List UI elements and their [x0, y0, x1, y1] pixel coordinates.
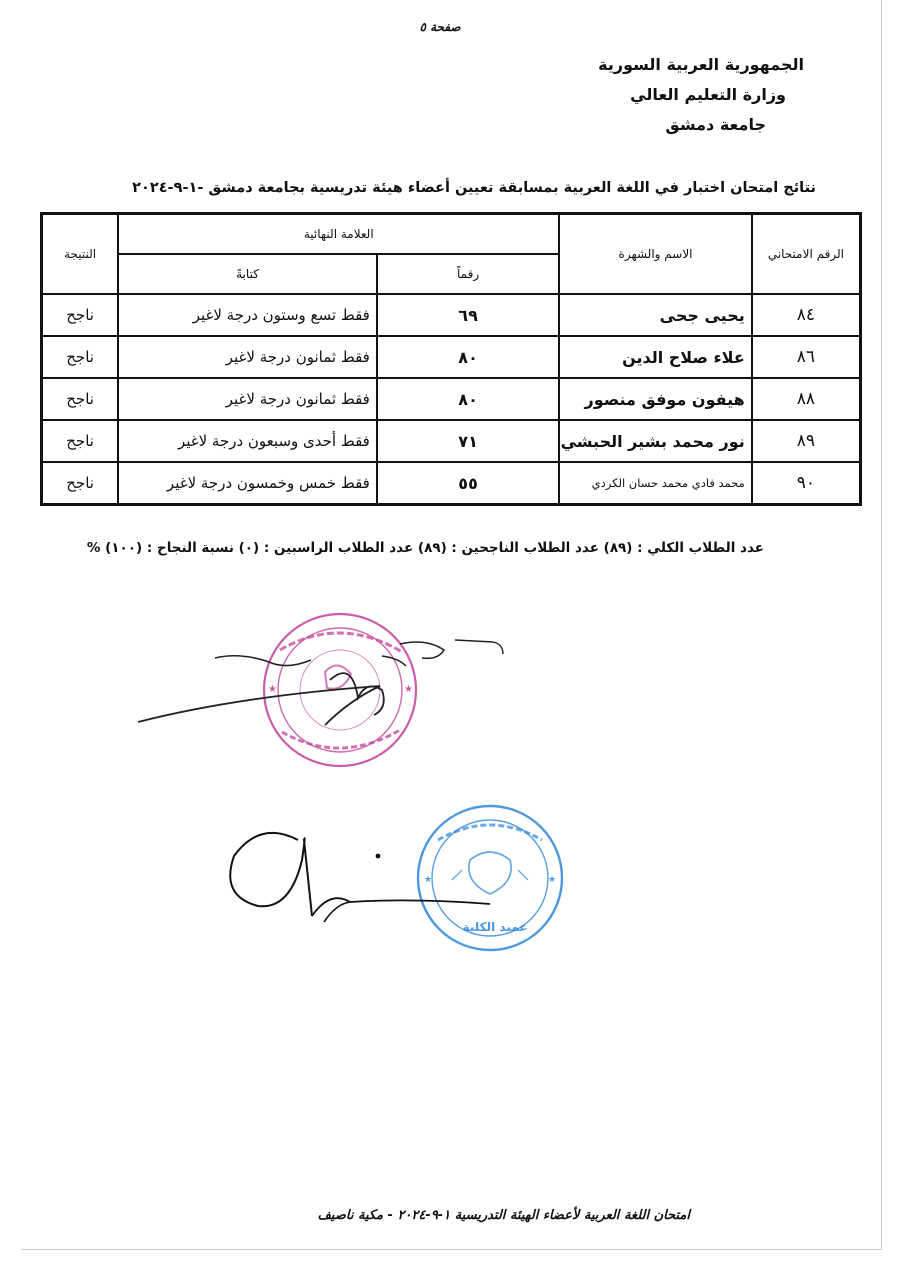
exam-number-cell: ٨٤ — [752, 294, 861, 336]
exam-number-cell: ٨٩ — [752, 420, 861, 462]
results-summary: عدد الطلاب الكلي : (٨٩) عدد الطلاب الناجحين : (٨٩) عدد الطلاب الراسبين : (٠) نسبة النجاح : (١٠٠) % — [86, 540, 764, 556]
mark-words-cell: فقط أحدى وسبعون درجة لاغير — [118, 420, 377, 462]
page-edge — [22, 1249, 882, 1250]
result-cell: ناجح — [42, 378, 119, 420]
column-header-result: النتيجة — [42, 214, 119, 295]
column-header-exam-number: الرقم الامتحاني — [752, 214, 861, 295]
results-table — [40, 212, 862, 506]
page-edge — [881, 0, 882, 1250]
result-cell: ناجح — [42, 336, 119, 378]
svg-text:★: ★ — [548, 875, 557, 885]
column-header-in-digits: رقماً — [377, 254, 559, 294]
faculty-stamp-signature — [120, 600, 540, 780]
mark-digits-cell: ٥٥ — [377, 462, 559, 505]
exam-number-cell: ٨٨ — [752, 378, 861, 420]
dean-stamp-signature — [220, 800, 580, 960]
column-header-name: الاسم والشهرة — [559, 214, 751, 295]
ministry-name: وزارة التعليم العالي — [630, 85, 786, 104]
signature-scribble — [138, 640, 503, 725]
mark-words-cell: فقط ثمانون درجة لاغير — [118, 336, 377, 378]
dean-signature-scribble — [230, 833, 490, 922]
page-number: صفحة ٥ — [419, 20, 461, 34]
document-title: نتائج امتحان اختبار في اللغة العربية بمسابقة تعيين أعضاء هيئة تدريسية بجامعة دمشق -١-٩-٢٠٢٤ — [132, 180, 816, 196]
mark-digits-cell: ٧١ — [377, 420, 559, 462]
table-row — [42, 378, 861, 420]
mark-digits-cell: ٨٠ — [377, 378, 559, 420]
table-row — [42, 420, 861, 462]
university-name: جامعة دمشق — [665, 115, 766, 134]
exam-number-cell: ٩٠ — [752, 462, 861, 505]
result-cell: ناجح — [42, 420, 119, 462]
column-header-in-words: كتابةً — [118, 254, 377, 294]
name-cell: علاء صلاح الدين — [559, 336, 751, 378]
exam-number-cell: ٨٦ — [752, 336, 861, 378]
mark-words-cell: فقط ثمانون درجة لاغير — [118, 378, 377, 420]
name-cell: محمد فادي محمد حسان الكردي — [559, 462, 751, 505]
table-row — [42, 336, 861, 378]
country-name: الجمهورية العربية السورية — [598, 55, 804, 74]
mark-digits-cell: ٨٠ — [377, 336, 559, 378]
svg-text:★: ★ — [404, 684, 413, 695]
svg-text:★: ★ — [424, 875, 433, 885]
mark-words-cell: فقط تسع وستون درجة لاغير — [118, 294, 377, 336]
mark-words-cell: فقط خمس وخمسون درجة لاغير — [118, 462, 377, 505]
column-header-final-mark: العلامة النهائية — [118, 214, 559, 255]
dean-stamp-label: عميد الكلية — [462, 920, 528, 934]
table-row — [42, 462, 861, 505]
name-cell: نور محمد بشير الحبشي — [559, 420, 751, 462]
name-cell: هيفون موفق منصور — [559, 378, 751, 420]
name-cell: يحيى جحى — [559, 294, 751, 336]
result-cell: ناجح — [42, 294, 119, 336]
svg-text:★: ★ — [268, 684, 277, 695]
page-footer: امتحان اللغة العربية لأعضاء الهيئة التدريسية ١-٩-٢٠٢٤ - مكية ناصيف — [317, 1208, 690, 1223]
result-cell: ناجح — [42, 462, 119, 505]
letterhead — [504, 50, 804, 140]
table-row — [42, 294, 861, 336]
mark-digits-cell: ٦٩ — [377, 294, 559, 336]
faculty-stamp — [264, 614, 416, 766]
